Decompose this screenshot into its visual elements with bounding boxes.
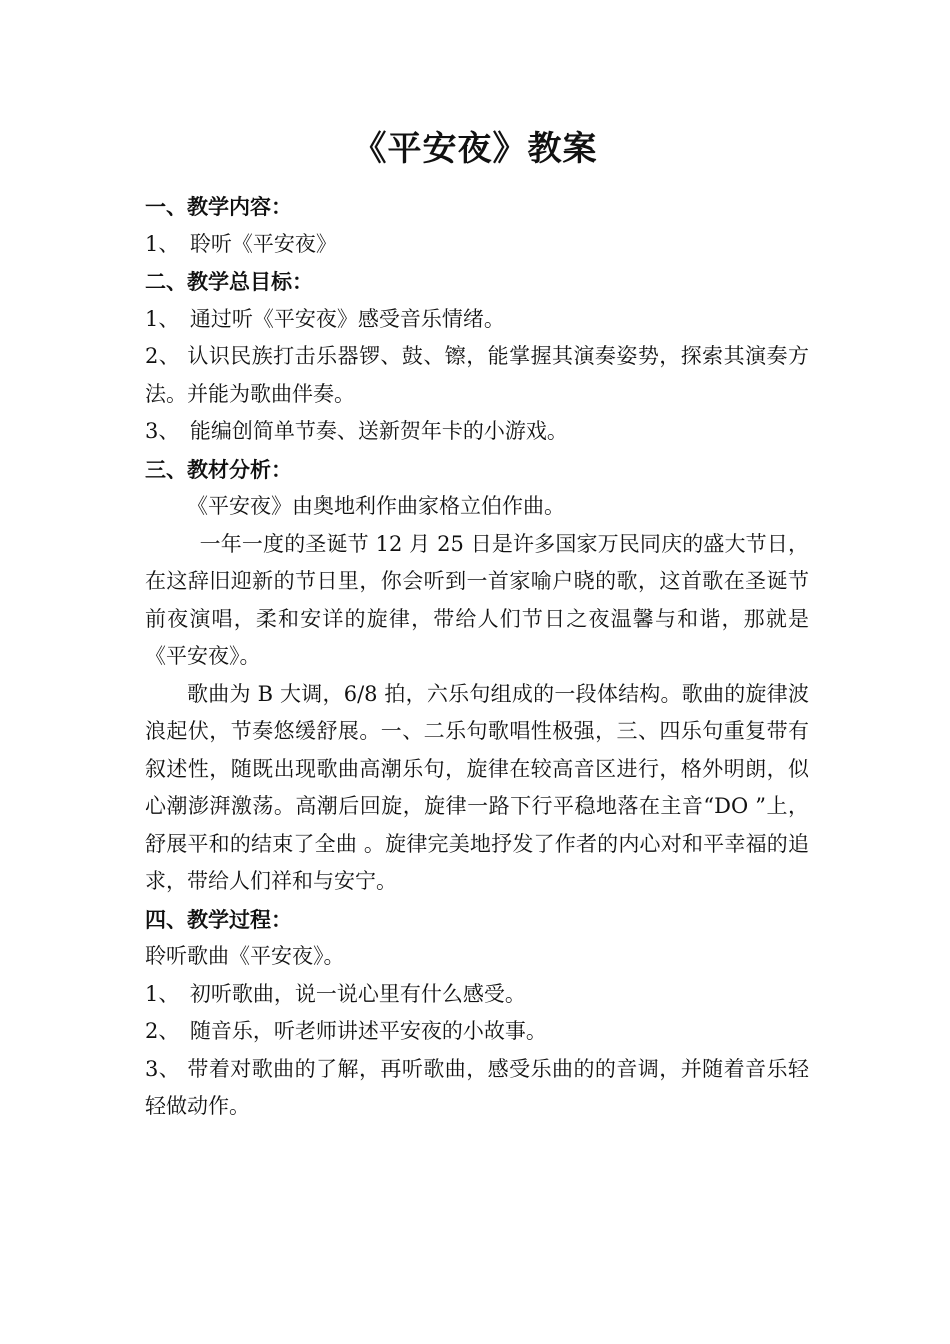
analysis-paragraph-2: 一年一度的圣诞节 12 月 25 日是许多国家万民同庆的盛大节日，在这辞旧迎新的节日里，你会听到一首家喻户晓的歌，这首歌在圣诞节前夜演唱，柔和安详的旋律，带给人们节日之夜温馨与和谐，那就是《平安夜》。: [145, 531, 809, 668]
process-item-3: 3、 带着对歌曲的了解，再听歌曲，感受乐曲的的音调，并随着音乐轻轻做动作。: [145, 1056, 809, 1118]
goal-item-3: 3、 能编创简单节奏、送新贺年卡的小游戏。: [145, 419, 568, 443]
document-body: [145, 188, 809, 1126]
section-heading-goals: 二、教学总目标：: [145, 269, 313, 294]
document-title: 《平安夜》教案: [352, 129, 598, 169]
content-item-1: 1、 聆听《平安夜》: [145, 231, 337, 256]
section-heading-analysis: 三、教材分析：: [145, 456, 292, 482]
process-item-1: 1、 初听歌曲，说一说心里有什么感受。: [145, 981, 526, 1006]
section-heading-process: 四、教学过程：: [145, 906, 292, 932]
analysis-paragraph-1: 《平安夜》由奥地利作曲家格立伯作曲。: [187, 494, 565, 518]
section-heading-content: 一、教学内容：: [145, 194, 292, 219]
analysis-paragraph-3: 歌曲为 B 大调，6/8 拍，六乐句组成的一段体结构。歌曲的旋律波浪起伏，节奏悠缓舒展。一、二乐句歌唱性极强，三、四乐句重复带有叙述性，随既出现歌曲高潮乐句，旋律在较高音区进行，格外明朗，似心潮澎湃激荡。高潮后回旋，旋律一路下行平稳地落在主音“DO ”上，舒展平和的结束了全曲 。旋律完美地抒发了作者的内心对和平幸福的追求，带给人们祥和与安宁。: [145, 681, 809, 893]
goal-item-2: 2、 认识民族打击乐器锣、鼓、镲，能掌握其演奏姿势，探索其演奏方法。并能为歌曲伴奏。: [145, 344, 809, 406]
process-intro: 聆听歌曲《平安夜》。: [145, 944, 345, 968]
process-item-2: 2、 随音乐，听老师讲述平安夜的小故事。: [145, 1019, 547, 1043]
goal-item-1: 1、 通过听《平安夜》感受音乐情绪。: [145, 306, 505, 331]
